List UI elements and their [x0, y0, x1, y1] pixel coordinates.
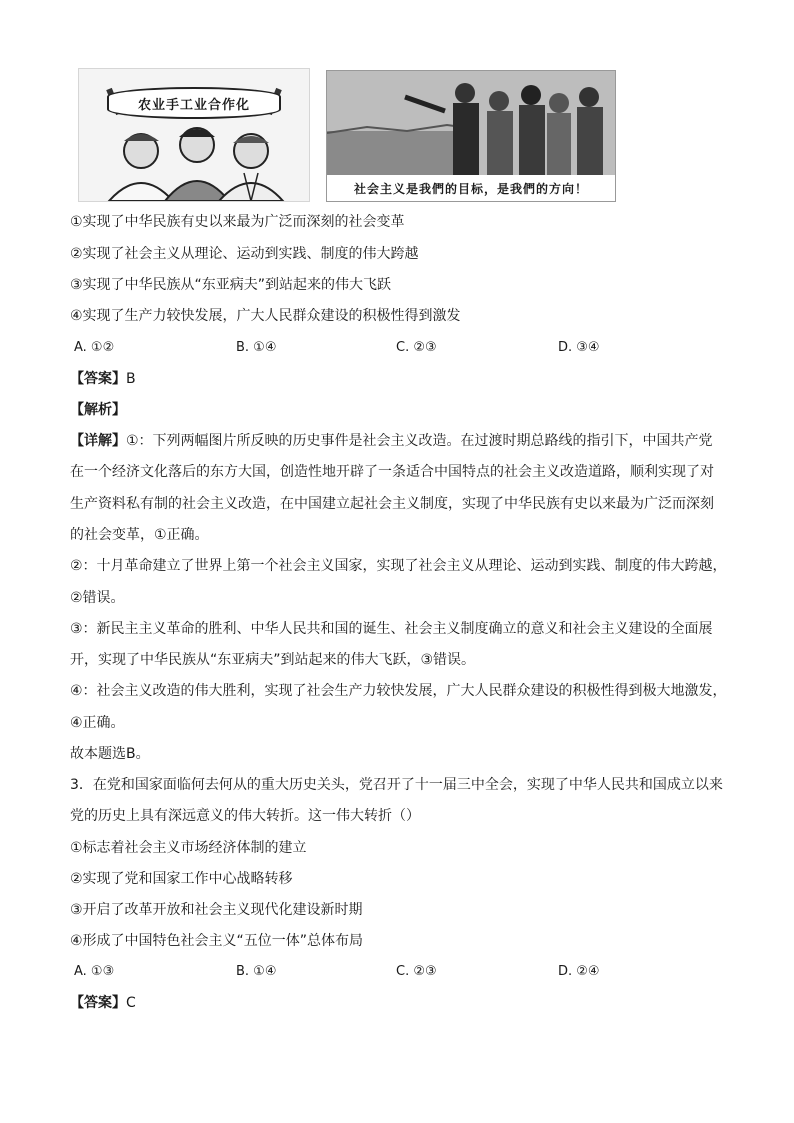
q2-conclusion: 故本题选B。 — [70, 746, 150, 762]
q3-answer-label: 【答案】 — [70, 995, 126, 1011]
q2-detail-line-5: ②：十月革命建立了世界上第一个社会主义国家，实现了社会主义从理论、运动到实践、制度的伟大跨越， — [70, 558, 727, 574]
q2-item-3: ③实现了中华民族从“东亚病夫”到站起来的伟大飞跃 — [70, 277, 392, 293]
q2-answer-label: 【答案】 — [70, 371, 126, 387]
q3-item-3: ③开启了改革开放和社会主义现代化建设新时期 — [70, 902, 363, 918]
q2-answer-value: B — [126, 371, 136, 387]
q2-option-a: A. ①② — [74, 340, 115, 355]
q3-option-c: C. ②③ — [396, 964, 437, 979]
q2-option-d: D. ③④ — [558, 340, 600, 355]
q2-detail-label: 【详解】 — [70, 433, 126, 449]
q2-detail-line-7: ③：新民主主义革命的胜利、中华人民共和国的诞生、社会主义制度确立的意义和社会主义建设的全面展 — [70, 621, 713, 637]
q2-detail-line-4: 的社会变革，①正确。 — [70, 527, 209, 543]
q3-item-2: ②实现了党和国家工作中心战略转移 — [70, 871, 293, 887]
q3-item-4: ④形成了中国特色社会主义“五位一体”总体布局 — [70, 933, 364, 949]
q2-option-b: B. ①④ — [236, 340, 277, 355]
q2-detail-line-2: 在一个经济文化落后的东方大国，创造性地开辟了一条适合中国特点的社会主义改造道路，顺利实现了对 — [70, 464, 714, 480]
q2-item-2: ②实现了社会主义从理论、运动到实践、制度的伟大跨越 — [70, 246, 419, 262]
q3-option-a: A. ①③ — [74, 964, 115, 979]
q2-item-1: ①实现了中华民族有史以来最为广泛而深刻的社会变革 — [70, 214, 405, 230]
q3-option-b: B. ①④ — [236, 964, 277, 979]
q2-detail-line-6: ②错误。 — [70, 590, 125, 606]
crowd-scene-icon — [327, 71, 615, 175]
q3-answer — [70, 993, 136, 1013]
q2-detail-line-10: ④正确。 — [70, 715, 125, 731]
q3-answer-value: C — [126, 995, 136, 1011]
q2-detail-line-9: ④：社会主义改造的伟大胜利，实现了社会生产力较快发展，广大人民群众建设的积极性得到极大地激发， — [70, 683, 727, 699]
q3-stem-line-2: 党的历史上具有深远意义的伟大转折。这一伟大转折（） — [70, 808, 420, 824]
socialism-caption: 社会主义是我們的目标，是我們的方向！ — [327, 175, 615, 201]
q2-detail-line-1 — [70, 431, 713, 451]
q3-stem-line-1: 3．在党和国家面临何去何从的重大历史关头，党召开了十一届三中全会，实现了中华人民共和国成立以来 — [70, 777, 723, 793]
cooperative-banner: 农业手工业合作化 — [107, 87, 281, 119]
socialism-poster-image — [326, 70, 616, 202]
cooperative-poster-image — [78, 68, 310, 202]
q2-item-4: ④实现了生产力较快发展，广大人民群众建设的积极性得到激发 — [70, 308, 461, 324]
q2-option-c: C. ②③ — [396, 340, 437, 355]
q2-detail-line-8: 开，实现了中华民族从“东亚病夫”到站起来的伟大飞跃，③错误。 — [70, 652, 476, 668]
q3-item-1: ①标志着社会主义市场经济体制的建立 — [70, 840, 307, 856]
q2-detail-text-1: ①：下列两幅图片所反映的历史事件是社会主义改造。在过渡时期总路线的指引下，中国共产党 — [126, 433, 713, 449]
q2-analysis-label: 【解析】 — [70, 402, 126, 418]
q3-option-d: D. ②④ — [558, 964, 600, 979]
q2-answer — [70, 369, 136, 389]
q2-detail-line-3: 生产资料私有制的社会主义改造，在中国建立起社会主义制度，实现了中华民族有史以来最为广泛而深刻 — [70, 496, 714, 512]
